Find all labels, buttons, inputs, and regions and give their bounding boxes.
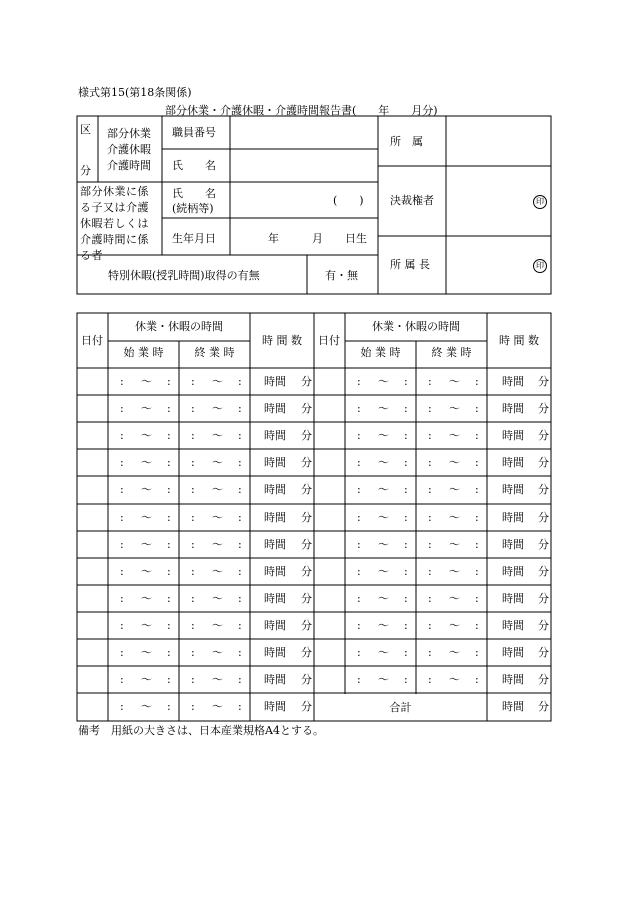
colon-mark: : [238, 402, 242, 415]
nursing-leave-label: 特別休暇(授乳時間)取得の有無 [108, 269, 260, 282]
hour-unit: 時間 [264, 646, 286, 659]
related-person-label: 部分休業に係る子又は介護休暇若しくは介護時間に係る者 [80, 185, 149, 262]
end-time-header-left: 終 業 時 [194, 346, 235, 359]
colon-mark: : [238, 375, 242, 388]
hour-unit: 時間 [264, 538, 286, 551]
colon-mark: : [191, 402, 195, 415]
colon-mark: : [428, 483, 432, 496]
colon-mark: : [120, 646, 124, 659]
hour-unit: 時間 [502, 429, 524, 442]
hour-unit: 時間 [264, 375, 286, 388]
minute-unit: 分 [301, 538, 312, 551]
colon-mark: : [167, 619, 171, 632]
employee-name-label: 氏 名 [172, 159, 216, 172]
colon-mark: : [238, 483, 242, 496]
colon-mark: : [475, 483, 479, 496]
colon-mark: : [191, 538, 195, 551]
colon-mark: : [357, 565, 361, 578]
nursing-leave-option: 有・無 [325, 269, 358, 282]
colon-mark: : [191, 700, 195, 713]
tilde-mark: 〜 [212, 429, 223, 442]
minute-unit: 分 [538, 619, 549, 632]
department-head-label: 所 属 長 [390, 258, 430, 271]
colon-mark: : [238, 619, 242, 632]
colon-mark: : [475, 375, 479, 388]
colon-mark: : [238, 646, 242, 659]
minute-unit: 分 [538, 565, 549, 578]
minute-unit: 分 [301, 700, 312, 713]
minute-unit: 分 [538, 483, 549, 496]
colon-mark: : [167, 538, 171, 551]
kubun-type-partial-leave: 部分休業 [107, 127, 151, 140]
hour-unit: 時間 [264, 700, 286, 713]
colon-mark: : [191, 646, 195, 659]
colon-mark: : [404, 483, 408, 496]
tilde-mark: 〜 [378, 592, 389, 605]
birth-date-field: 年 月 日生 [268, 232, 367, 245]
approver-label: 決裁権者 [390, 194, 434, 207]
tilde-mark: 〜 [212, 592, 223, 605]
colon-mark: : [167, 375, 171, 388]
hour-unit: 時間 [264, 456, 286, 469]
colon-mark: : [475, 565, 479, 578]
hour-unit: 時間 [264, 429, 286, 442]
colon-mark: : [428, 456, 432, 469]
colon-mark: : [404, 402, 408, 415]
tilde-mark: 〜 [141, 511, 152, 524]
tilde-mark: 〜 [378, 483, 389, 496]
tilde-mark: 〜 [378, 375, 389, 388]
colon-mark: : [120, 673, 124, 686]
minute-unit: 分 [538, 456, 549, 469]
colon-mark: : [191, 375, 195, 388]
colon-mark: : [238, 673, 242, 686]
tilde-mark: 〜 [141, 483, 152, 496]
hour-unit: 時間 [502, 402, 524, 415]
tilde-mark: 〜 [378, 429, 389, 442]
colon-mark: : [428, 429, 432, 442]
colon-mark: : [404, 511, 408, 524]
tilde-mark: 〜 [212, 511, 223, 524]
colon-mark: : [428, 673, 432, 686]
colon-mark: : [404, 673, 408, 686]
approver-seal-mark: 印 [533, 195, 547, 209]
colon-mark: : [404, 592, 408, 605]
total-label: 合計 [389, 701, 412, 714]
department-head-seal-mark: 印 [533, 259, 547, 273]
colon-mark: : [404, 565, 408, 578]
colon-mark: : [191, 511, 195, 524]
tilde-mark: 〜 [212, 646, 223, 659]
start-time-header-right: 始 業 時 [360, 346, 401, 359]
colon-mark: : [167, 483, 171, 496]
colon-mark: : [357, 673, 361, 686]
hour-unit: 時間 [502, 673, 524, 686]
colon-mark: : [191, 592, 195, 605]
kubun-type-care-hours: 介護時間 [107, 159, 151, 172]
minute-unit: 分 [301, 483, 312, 496]
colon-mark: : [191, 673, 195, 686]
minute-unit: 分 [538, 592, 549, 605]
tilde-mark: 〜 [141, 565, 152, 578]
colon-mark: : [120, 456, 124, 469]
colon-mark: : [404, 646, 408, 659]
colon-mark: : [120, 700, 124, 713]
colon-mark: : [428, 565, 432, 578]
end-time-header-right: 終 業 時 [431, 346, 472, 359]
tilde-mark: 〜 [449, 456, 460, 469]
tilde-mark: 〜 [378, 673, 389, 686]
tilde-mark: 〜 [378, 456, 389, 469]
colon-mark: : [475, 646, 479, 659]
colon-mark: : [428, 592, 432, 605]
colon-mark: : [120, 565, 124, 578]
minute-unit: 分 [301, 592, 312, 605]
hour-unit: 時間 [502, 375, 524, 388]
colon-mark: : [191, 565, 195, 578]
colon-mark: : [167, 673, 171, 686]
colon-mark: : [120, 375, 124, 388]
colon-mark: : [238, 592, 242, 605]
colon-mark: : [167, 429, 171, 442]
tilde-mark: 〜 [449, 673, 460, 686]
colon-mark: : [357, 592, 361, 605]
tilde-mark: 〜 [141, 619, 152, 632]
colon-mark: : [357, 619, 361, 632]
tilde-mark: 〜 [378, 511, 389, 524]
colon-mark: : [404, 538, 408, 551]
tilde-mark: 〜 [449, 565, 460, 578]
colon-mark: : [428, 538, 432, 551]
colon-mark: : [238, 511, 242, 524]
colon-mark: : [428, 511, 432, 524]
colon-mark: : [428, 619, 432, 632]
date-header-right: 日付 [318, 334, 340, 347]
colon-mark: : [475, 619, 479, 632]
minute-unit: 分 [538, 429, 549, 442]
hour-unit: 時間 [264, 483, 286, 496]
colon-mark: : [167, 700, 171, 713]
colon-mark: : [357, 646, 361, 659]
colon-mark: : [167, 565, 171, 578]
hour-unit: 時間 [264, 619, 286, 632]
kubun-label-bottom: 分 [80, 164, 91, 177]
tilde-mark: 〜 [378, 402, 389, 415]
colon-mark: : [475, 402, 479, 415]
tilde-mark: 〜 [212, 673, 223, 686]
hour-unit: 時間 [264, 565, 286, 578]
tilde-mark: 〜 [212, 565, 223, 578]
hour-unit: 時間 [502, 646, 524, 659]
colon-mark: : [404, 375, 408, 388]
tilde-mark: 〜 [449, 511, 460, 524]
colon-mark: : [120, 538, 124, 551]
colon-mark: : [167, 402, 171, 415]
tilde-mark: 〜 [141, 456, 152, 469]
tilde-mark: 〜 [449, 538, 460, 551]
colon-mark: : [191, 619, 195, 632]
hour-unit: 時間 [502, 592, 524, 605]
colon-mark: : [475, 511, 479, 524]
minute-unit: 分 [538, 538, 549, 551]
colon-mark: : [357, 375, 361, 388]
tilde-mark: 〜 [141, 402, 152, 415]
hour-unit: 時間 [264, 673, 286, 686]
minute-unit: 分 [538, 673, 549, 686]
minute-unit: 分 [301, 375, 312, 388]
period-header-right: 休業・休暇の時間 [372, 320, 460, 333]
minute-unit: 分 [301, 511, 312, 524]
colon-mark: : [238, 538, 242, 551]
hour-unit: 時間 [264, 592, 286, 605]
colon-mark: : [404, 429, 408, 442]
minute-unit: 分 [301, 429, 312, 442]
colon-mark: : [191, 483, 195, 496]
colon-mark: : [120, 402, 124, 415]
colon-mark: : [357, 402, 361, 415]
tilde-mark: 〜 [141, 592, 152, 605]
colon-mark: : [404, 456, 408, 469]
colon-mark: : [238, 456, 242, 469]
colon-mark: : [357, 538, 361, 551]
start-time-header-left: 始 業 時 [123, 346, 164, 359]
related-person-name-label: 氏 名 [172, 187, 216, 200]
tilde-mark: 〜 [141, 700, 152, 713]
hour-unit: 時間 [502, 538, 524, 551]
colon-mark: : [120, 511, 124, 524]
minute-unit: 分 [538, 511, 549, 524]
colon-mark: : [357, 483, 361, 496]
hour-unit: 時間 [264, 511, 286, 524]
birth-date-label: 生年月日 [172, 232, 216, 245]
colon-mark: : [167, 511, 171, 524]
colon-mark: : [475, 538, 479, 551]
colon-mark: : [428, 646, 432, 659]
tilde-mark: 〜 [449, 592, 460, 605]
period-header-left: 休業・休暇の時間 [135, 320, 223, 333]
relationship-label: (続柄等) [172, 202, 214, 215]
tilde-mark: 〜 [212, 700, 223, 713]
date-header-left: 日付 [81, 334, 103, 347]
tilde-mark: 〜 [378, 538, 389, 551]
colon-mark: : [120, 619, 124, 632]
tilde-mark: 〜 [212, 402, 223, 415]
tilde-mark: 〜 [378, 565, 389, 578]
tilde-mark: 〜 [449, 375, 460, 388]
form-number: 様式第15(第18条関係) [78, 86, 192, 99]
colon-mark: : [167, 592, 171, 605]
employee-number-label: 職員番号 [172, 126, 216, 139]
tilde-mark: 〜 [449, 402, 460, 415]
tilde-mark: 〜 [449, 429, 460, 442]
colon-mark: : [238, 700, 242, 713]
colon-mark: : [475, 456, 479, 469]
tilde-mark: 〜 [141, 429, 152, 442]
tilde-mark: 〜 [212, 619, 223, 632]
colon-mark: : [167, 646, 171, 659]
tilde-mark: 〜 [141, 538, 152, 551]
hour-unit: 時間 [502, 511, 524, 524]
hours-header-left: 時 間 数 [262, 334, 302, 347]
hour-unit: 時間 [502, 456, 524, 469]
colon-mark: : [120, 483, 124, 496]
colon-mark: : [475, 592, 479, 605]
minute-unit: 分 [301, 619, 312, 632]
minute-unit: 分 [538, 646, 549, 659]
minute-unit: 分 [538, 402, 549, 415]
minute-unit: 分 [301, 456, 312, 469]
tilde-mark: 〜 [449, 646, 460, 659]
hour-unit: 時間 [502, 619, 524, 632]
tilde-mark: 〜 [378, 619, 389, 632]
colon-mark: : [167, 456, 171, 469]
colon-mark: : [357, 456, 361, 469]
colon-mark: : [357, 429, 361, 442]
kubun-type-care-leave: 介護休暇 [107, 143, 151, 156]
relationship-field: ( ) [333, 194, 364, 207]
colon-mark: : [191, 456, 195, 469]
affiliation-label: 所 属 [390, 135, 423, 148]
minute-unit: 分 [301, 565, 312, 578]
colon-mark: : [404, 619, 408, 632]
minute-unit: 分 [301, 402, 312, 415]
minute-unit: 分 [301, 646, 312, 659]
tilde-mark: 〜 [212, 375, 223, 388]
tilde-mark: 〜 [378, 646, 389, 659]
colon-mark: : [120, 429, 124, 442]
colon-mark: : [120, 592, 124, 605]
tilde-mark: 〜 [141, 673, 152, 686]
hour-unit: 時間 [264, 402, 286, 415]
tilde-mark: 〜 [212, 483, 223, 496]
hour-unit: 時間 [502, 700, 524, 713]
kubun-label-top: 区 [80, 123, 91, 136]
hour-unit: 時間 [502, 483, 524, 496]
colon-mark: : [238, 565, 242, 578]
colon-mark: : [191, 429, 195, 442]
tilde-mark: 〜 [212, 538, 223, 551]
footnote: 備考 用紙の大きさは、日本産業規格A4とする。 [78, 724, 324, 737]
colon-mark: : [238, 429, 242, 442]
minute-unit: 分 [538, 700, 549, 713]
tilde-mark: 〜 [141, 375, 152, 388]
minute-unit: 分 [538, 375, 549, 388]
colon-mark: : [357, 511, 361, 524]
colon-mark: : [475, 673, 479, 686]
colon-mark: : [428, 375, 432, 388]
tilde-mark: 〜 [449, 483, 460, 496]
colon-mark: : [428, 402, 432, 415]
colon-mark: : [475, 429, 479, 442]
hours-header-right: 時 間 数 [499, 334, 539, 347]
hour-unit: 時間 [502, 565, 524, 578]
minute-unit: 分 [301, 673, 312, 686]
document-title: 部分休業・介護休暇・介護時間報告書( 年 月分) [165, 104, 438, 117]
tilde-mark: 〜 [449, 619, 460, 632]
tilde-mark: 〜 [212, 456, 223, 469]
tilde-mark: 〜 [141, 646, 152, 659]
